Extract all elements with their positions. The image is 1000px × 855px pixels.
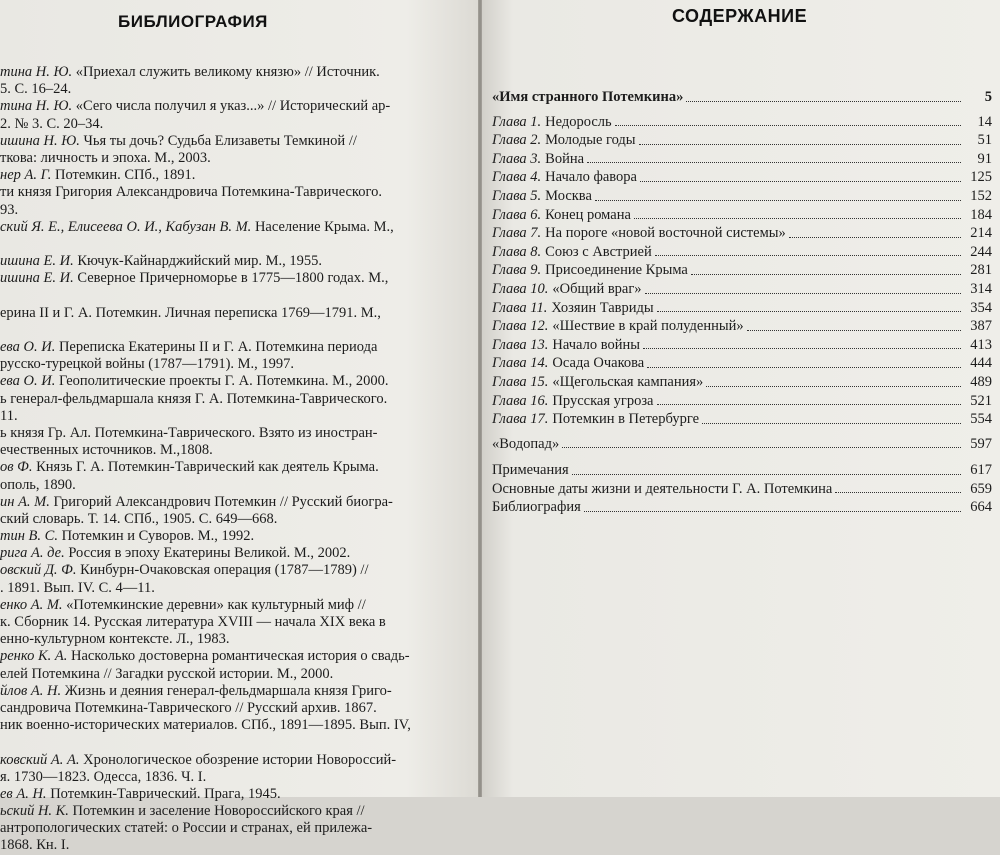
leader-dots bbox=[643, 348, 961, 349]
bibliography-text: Геополитические проекты Г. А. Потемкина. М., 2000. bbox=[55, 373, 389, 390]
bibliography-line bbox=[0, 184, 478, 201]
bibliography-text: Потемкин и Суворов. М., 1992. bbox=[57, 528, 255, 545]
chapter-title: Союз с Австрией bbox=[545, 243, 652, 260]
bibliography-text: «Сего числа получил я указ...» // Исторический ар- bbox=[72, 98, 391, 115]
bibliography-line bbox=[0, 116, 478, 133]
page-title: СОДЕРЖАНИЕ bbox=[672, 6, 808, 26]
bibliography-text: ь генерал-фельдмаршала князя Г. А. Потемкина-Таврического. bbox=[0, 390, 388, 407]
bibliography-text: Чья ты дочь? Судьба Елизаветы Темкиной // bbox=[79, 132, 357, 149]
bibliography-line bbox=[0, 236, 478, 253]
bibliography-line bbox=[0, 81, 478, 98]
toc-page-number: 91 bbox=[977, 150, 992, 167]
leader-dots bbox=[645, 293, 961, 294]
bibliography-text: 1868. Кн. I. bbox=[0, 837, 70, 854]
chapter-title: Молодые годы bbox=[545, 132, 636, 149]
bibliography-line bbox=[0, 545, 478, 562]
bibliography-text: ти князя Григория Александровича Потемкина-Таврического. bbox=[0, 184, 382, 201]
toc-waterfall-row bbox=[492, 435, 992, 454]
chapter-number: Глава 14. bbox=[492, 355, 549, 372]
bibliography-line bbox=[0, 820, 478, 837]
chapter-title: Недоросль bbox=[545, 113, 612, 130]
toc-intro-row bbox=[492, 88, 992, 107]
toc-chapter-row bbox=[492, 373, 992, 392]
toc-page-number: 214 bbox=[970, 225, 992, 242]
leader-dots bbox=[691, 274, 961, 275]
bibliography-text: . 1891. Вып. IV. С. 4—11. bbox=[0, 579, 155, 596]
contents-page bbox=[482, 0, 1000, 797]
bibliography-text: Россия в эпоху Екатерины Великой. М., 2002. bbox=[64, 545, 351, 562]
bibliography-line bbox=[0, 683, 478, 700]
chapter-number: Глава 1. bbox=[492, 113, 542, 130]
toc-page-number: 184 bbox=[970, 206, 992, 223]
chapter-list bbox=[492, 113, 992, 429]
bibliography-text: я. 1730—1823. Одесса, 1836. Ч. I. bbox=[0, 768, 207, 785]
toc-page-number: 14 bbox=[977, 113, 992, 130]
bibliography-line bbox=[0, 648, 478, 665]
chapter-number: Глава 7. bbox=[492, 225, 542, 242]
bibliography-line bbox=[0, 339, 478, 356]
bibliography-text: Григорий Александрович Потемкин // Русский биогра- bbox=[49, 493, 393, 510]
chapter-number: Глава 5. bbox=[492, 187, 542, 204]
bibliography-text: сандровича Потемкина-Таврического // Русский архив. 1867. bbox=[0, 699, 377, 716]
bibliography-author: тина Н. Ю. bbox=[0, 98, 73, 115]
toc-chapter-row bbox=[492, 261, 992, 280]
bibliography-text: 2. № 3. С. 20–34. bbox=[0, 115, 104, 132]
leader-dots bbox=[572, 474, 961, 475]
toc-page-number: 554 bbox=[970, 411, 992, 428]
leader-dots bbox=[657, 404, 962, 405]
bibliography-author: ин А. М. bbox=[0, 493, 50, 510]
toc-page-number: 354 bbox=[970, 299, 992, 316]
back-matter-list bbox=[492, 461, 992, 517]
bibliography-author: енко А. М. bbox=[0, 596, 63, 613]
chapter-title: Хозяин Тавриды bbox=[551, 299, 654, 316]
chapter-number: Глава 11. bbox=[492, 299, 548, 316]
bibliography-author: тин В. С. bbox=[0, 528, 58, 545]
toc-page-number: 387 bbox=[970, 318, 992, 335]
bibliography-text: Жизнь и деяния генерал-фельдмаршала князя Григо- bbox=[61, 682, 392, 699]
bibliography-text: Хронологическое обозрение истории Новороссий- bbox=[79, 751, 397, 768]
bibliography-line bbox=[0, 287, 478, 304]
toc-chapter-row bbox=[492, 168, 992, 187]
chapter-title: Конец романа bbox=[545, 206, 631, 223]
chapter-number: Глава 9. bbox=[492, 262, 542, 279]
bibliography-line bbox=[0, 803, 478, 820]
bibliography-line bbox=[0, 270, 478, 287]
toc-back-matter-row bbox=[492, 461, 992, 480]
leader-dots bbox=[789, 237, 961, 238]
chapter-title: Присоединение Крыма bbox=[545, 262, 688, 279]
bibliography-line bbox=[0, 322, 478, 339]
toc-title: Основные даты жизни и деятельности Г. А. Потемкина bbox=[492, 480, 833, 497]
toc-chapter-row bbox=[492, 299, 992, 318]
bibliography-author: ев А. Н. bbox=[0, 785, 47, 802]
bibliography-line bbox=[0, 167, 478, 184]
bibliography-line bbox=[0, 356, 478, 373]
bibliography-author: тина Н. Ю. bbox=[0, 64, 73, 80]
toc-page-number: 659 bbox=[970, 480, 992, 497]
toc-chapter-row bbox=[492, 113, 992, 132]
bibliography-author: ский Я. Е., Елисеева О. И., Кабузан В. М. bbox=[0, 218, 252, 235]
toc-page-number: 444 bbox=[970, 355, 992, 372]
bibliography-text: 11. bbox=[0, 407, 18, 424]
toc-title: Библиография bbox=[492, 499, 581, 516]
bibliography-text: ник военно-исторических материалов. СПб., 1891—1895. Вып. IV, bbox=[0, 717, 411, 734]
bibliography-text: ерина II и Г. А. Потемкин. Личная переписка 1769—1791. М., bbox=[0, 304, 381, 321]
bibliography-text: русско-турецкой войны (1787—1791). М., 1997. bbox=[0, 356, 295, 373]
bibliography-author: нер А. Г. bbox=[0, 167, 52, 184]
bibliography-author: ьский Н. К. bbox=[0, 803, 69, 820]
bibliography-text: «Приехал служить великому князю» // Источник. bbox=[72, 64, 380, 80]
bibliography-text: ополь, 1890. bbox=[0, 476, 76, 493]
bibliography-list bbox=[0, 64, 478, 855]
toc-back-matter-row bbox=[492, 498, 992, 517]
toc-title: «Водопад» bbox=[492, 435, 560, 452]
leader-dots bbox=[595, 200, 961, 201]
bibliography-text: ь князя Гр. Ал. Потемкина-Таврического. Взято из иностран- bbox=[0, 424, 378, 441]
toc-page-number: 413 bbox=[970, 336, 992, 353]
bibliography-line bbox=[0, 614, 478, 631]
table-of-contents bbox=[492, 88, 992, 517]
bibliography-line bbox=[0, 786, 478, 803]
bibliography-text: ткова: личность и эпоха. М., 2003. bbox=[0, 149, 211, 166]
bibliography-text: 93. bbox=[0, 201, 19, 218]
leader-dots bbox=[587, 162, 961, 163]
bibliography-line bbox=[0, 150, 478, 167]
bibliography-line bbox=[0, 253, 478, 270]
toc-title: Примечания bbox=[492, 462, 569, 479]
chapter-title: Война bbox=[545, 150, 585, 167]
bibliography-line bbox=[0, 700, 478, 717]
chapter-number: Глава 2. bbox=[492, 132, 542, 149]
bibliography-text: к. Сборник 14. Русская литература XVIII — начала XIX века в bbox=[0, 614, 386, 630]
bibliography-text: Кючук-Кайнарджийский мир. М., 1955. bbox=[73, 253, 323, 270]
bibliography-line bbox=[0, 202, 478, 219]
bibliography-text: антропологических статей: о России и странах, ей прилежа- bbox=[0, 820, 373, 837]
bibliography-line bbox=[0, 734, 478, 751]
toc-chapter-row bbox=[492, 206, 992, 225]
bibliography-line bbox=[0, 631, 478, 648]
chapter-title: «Щегольская кампания» bbox=[552, 373, 704, 390]
bibliography-line bbox=[0, 477, 478, 494]
chapter-number: Глава 15. bbox=[492, 373, 549, 390]
chapter-number: Глава 17. bbox=[492, 411, 549, 428]
leader-dots bbox=[584, 511, 961, 512]
toc-page-number: 521 bbox=[970, 392, 992, 409]
chapter-title: Начало фавора bbox=[545, 169, 637, 186]
bibliography-line bbox=[0, 666, 478, 683]
toc-page-number: 244 bbox=[970, 243, 992, 260]
leader-dots bbox=[615, 125, 961, 126]
bibliography-line bbox=[0, 373, 478, 390]
bibliography-text: Северное Причерноморье в 1775—1800 годах. М., bbox=[73, 270, 389, 287]
bibliography-line bbox=[0, 752, 478, 769]
chapter-title: Осада Очакова bbox=[552, 355, 645, 372]
bibliography-author: ишина Е. И. bbox=[0, 253, 74, 270]
toc-page-number: 489 bbox=[970, 373, 992, 390]
bibliography-text: Население Крыма. М., bbox=[251, 218, 394, 235]
bibliography-author: ева О. И. bbox=[0, 373, 56, 390]
bibliography-line bbox=[0, 837, 478, 854]
leader-dots bbox=[647, 367, 961, 368]
bibliography-author: ов Ф. bbox=[0, 459, 33, 476]
toc-chapter-row bbox=[492, 354, 992, 373]
toc-chapter-row bbox=[492, 243, 992, 262]
bibliography-line bbox=[0, 133, 478, 150]
bibliography-author: ковский А. А. bbox=[0, 751, 80, 768]
bibliography-text: Потемкин и заселение Новороссийского края // bbox=[68, 803, 365, 820]
chapter-title: «Общий враг» bbox=[552, 280, 642, 297]
leader-dots bbox=[562, 447, 961, 448]
bibliography-text: Потемкин. СПб., 1891. bbox=[51, 167, 196, 184]
bibliography-author: йлов А. Н. bbox=[0, 682, 62, 699]
bibliography-author: ишина Н. Ю. bbox=[0, 132, 80, 149]
chapter-number: Глава 10. bbox=[492, 280, 549, 297]
bibliography-author: овский Д. Ф. bbox=[0, 562, 77, 579]
chapter-title: Начало войны bbox=[552, 336, 640, 353]
bibliography-text: ечественных источников. М.,1808. bbox=[0, 442, 213, 459]
bibliography-line bbox=[0, 459, 478, 476]
toc-page-number: 314 bbox=[970, 280, 992, 297]
toc-page-number: 152 bbox=[970, 187, 992, 204]
toc-page-number: 5 bbox=[984, 89, 992, 105]
toc-page-number: 617 bbox=[970, 462, 992, 479]
toc-chapter-row bbox=[492, 392, 992, 411]
chapter-title: Потемкин в Петербурге bbox=[552, 411, 700, 428]
bibliography-text: Насколько достоверна романтическая история о свадь- bbox=[67, 648, 410, 665]
toc-chapter-row bbox=[492, 150, 992, 169]
bibliography-text: Потемкин-Таврический. Прага, 1945. bbox=[46, 785, 281, 802]
bibliography-line bbox=[0, 528, 478, 545]
bibliography-text: ский словарь. Т. 14. СПб., 1905. С. 649—668. bbox=[0, 510, 278, 527]
bibliography-line bbox=[0, 391, 478, 408]
chapter-title: Прусская угроза bbox=[552, 392, 654, 409]
chapter-title: Москва bbox=[545, 187, 592, 204]
bibliography-line bbox=[0, 64, 478, 81]
bibliography-line bbox=[0, 494, 478, 511]
bibliography-line bbox=[0, 597, 478, 614]
leader-dots bbox=[655, 255, 961, 256]
bibliography-line bbox=[0, 769, 478, 786]
bibliography-text: енно-культурном контексте. Л., 1983. bbox=[0, 631, 230, 648]
bibliography-line bbox=[0, 425, 478, 442]
chapter-title: На пороге «новой восточной системы» bbox=[545, 225, 786, 242]
toc-chapter-row bbox=[492, 317, 992, 336]
bibliography-line bbox=[0, 562, 478, 579]
chapter-number: Глава 8. bbox=[492, 243, 542, 260]
leader-dots bbox=[706, 386, 961, 387]
bibliography-line bbox=[0, 511, 478, 528]
toc-chapter-row bbox=[492, 336, 992, 355]
bibliography-text: «Потемкинские деревни» как культурный миф // bbox=[62, 596, 366, 613]
bibliography-line bbox=[0, 580, 478, 597]
leader-dots bbox=[835, 492, 961, 493]
leader-dots bbox=[702, 423, 961, 424]
toc-page-number: 597 bbox=[970, 435, 992, 452]
toc-chapter-row bbox=[492, 410, 992, 429]
toc-chapter-row bbox=[492, 224, 992, 243]
bibliography-author: ренко К. А. bbox=[0, 648, 68, 665]
bibliography-line bbox=[0, 408, 478, 425]
chapter-number: Глава 3. bbox=[492, 150, 542, 167]
bibliography-author: ева О. И. bbox=[0, 339, 56, 355]
toc-page-number: 281 bbox=[970, 262, 992, 279]
toc-page-number: 664 bbox=[970, 499, 992, 516]
bibliography-line bbox=[0, 717, 478, 734]
toc-chapter-row bbox=[492, 187, 992, 206]
toc-chapter-row bbox=[492, 280, 992, 299]
leader-dots bbox=[686, 101, 961, 102]
toc-chapter-row bbox=[492, 131, 992, 150]
chapter-number: Глава 13. bbox=[492, 336, 549, 353]
bibliography-text: Кинбурн-Очаковская операция (1787—1789) // bbox=[76, 562, 369, 579]
toc-back-matter-row bbox=[492, 480, 992, 499]
chapter-number: Глава 16. bbox=[492, 392, 549, 409]
bibliography-line bbox=[0, 442, 478, 459]
chapter-title: «Шествие в край полуденный» bbox=[552, 318, 744, 335]
bibliography-page bbox=[0, 0, 478, 854]
toc-title: «Имя странного Потемкина» bbox=[492, 89, 684, 105]
leader-dots bbox=[657, 311, 961, 312]
chapter-number: Глава 4. bbox=[492, 169, 542, 186]
bibliography-text: Князь Г. А. Потемкин-Таврический как деятель Крыма. bbox=[32, 459, 379, 476]
bibliography-line bbox=[0, 305, 478, 322]
toc-page-number: 51 bbox=[977, 132, 992, 149]
bibliography-author: ишина Е. И. bbox=[0, 270, 74, 287]
leader-dots bbox=[639, 144, 961, 145]
chapter-number: Глава 12. bbox=[492, 318, 549, 335]
bibliography-text: елей Потемкина // Загадки русской истории. М., 2000. bbox=[0, 665, 334, 682]
leader-dots bbox=[640, 181, 961, 182]
leader-dots bbox=[747, 330, 961, 331]
bibliography-text: 5. С. 16–24. bbox=[0, 81, 72, 98]
chapter-number: Глава 6. bbox=[492, 206, 542, 223]
page-title: БИБЛИОГРАФИЯ bbox=[118, 12, 268, 31]
bibliography-line bbox=[0, 98, 478, 115]
leader-dots bbox=[634, 218, 961, 219]
bibliography-text: Переписка Екатерины II и Г. А. Потемкина периода bbox=[55, 339, 378, 355]
bibliography-line bbox=[0, 219, 478, 236]
bibliography-author: рига А. де. bbox=[0, 545, 65, 562]
toc-page-number: 125 bbox=[970, 169, 992, 186]
